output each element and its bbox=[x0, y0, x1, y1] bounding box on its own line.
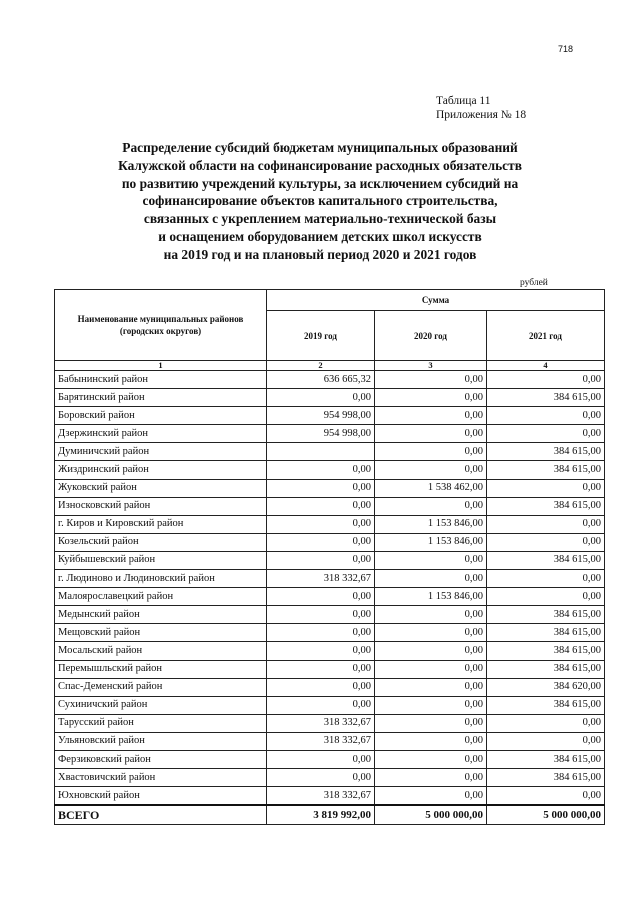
amount-2020-cell: 0,00 bbox=[375, 714, 487, 732]
amount-2020-cell: 0,00 bbox=[375, 750, 487, 768]
amount-2019-cell: 0,00 bbox=[267, 533, 375, 551]
table-row bbox=[55, 497, 605, 515]
amount-2020-cell: 0,00 bbox=[375, 389, 487, 407]
district-name-cell: Жиздринский район bbox=[55, 461, 267, 479]
column-number: 3 bbox=[375, 361, 487, 371]
district-name-cell: Жуковский район bbox=[55, 479, 267, 497]
district-name-cell: Барятинский район bbox=[55, 389, 267, 407]
table-row bbox=[55, 570, 605, 588]
amount-2021-cell: 0,00 bbox=[487, 425, 605, 443]
table-row bbox=[55, 660, 605, 678]
amount-2019-cell: 0,00 bbox=[267, 678, 375, 696]
amount-2020-cell: 1 538 462,00 bbox=[375, 479, 487, 497]
amount-2021-cell: 0,00 bbox=[487, 570, 605, 588]
amount-2021-cell: 384 615,00 bbox=[487, 443, 605, 461]
table-reference bbox=[436, 94, 576, 122]
amount-2019-cell: 0,00 bbox=[267, 461, 375, 479]
amount-2019-cell: 636 665,32 bbox=[267, 371, 375, 389]
amount-2019-cell: 954 998,00 bbox=[267, 425, 375, 443]
total-row bbox=[55, 805, 605, 825]
amount-2021-cell: 0,00 bbox=[487, 407, 605, 425]
district-name-cell: Мосальский район bbox=[55, 642, 267, 660]
title-line: связанных с укреплением материально-технической базы bbox=[143, 211, 497, 227]
title-line: Калужской области на софинансирование расходных обязательств bbox=[118, 157, 522, 173]
amount-2020-cell: 0,00 bbox=[375, 443, 487, 461]
header-year-2020: 2020 год bbox=[375, 311, 487, 361]
amount-2020-cell: 0,00 bbox=[375, 606, 487, 624]
district-name-cell: Куйбышевский район bbox=[55, 551, 267, 569]
table-row bbox=[55, 479, 605, 497]
table-row bbox=[55, 533, 605, 551]
district-name-cell: Юхновский район bbox=[55, 787, 267, 806]
amount-2021-cell: 384 615,00 bbox=[487, 461, 605, 479]
total-2021: 5 000 000,00 bbox=[487, 805, 605, 825]
district-name-cell: Сухиничский район bbox=[55, 696, 267, 714]
amount-2020-cell: 0,00 bbox=[375, 551, 487, 569]
document-title bbox=[100, 139, 540, 264]
amount-2020-cell: 0,00 bbox=[375, 570, 487, 588]
column-number: 2 bbox=[267, 361, 375, 371]
district-name-cell: Медынский район bbox=[55, 606, 267, 624]
amount-2019-cell: 0,00 bbox=[267, 389, 375, 407]
amount-2019-cell: 0,00 bbox=[267, 588, 375, 606]
amount-2020-cell: 0,00 bbox=[375, 696, 487, 714]
district-name-cell: Ульяновский район bbox=[55, 732, 267, 750]
table-row bbox=[55, 371, 605, 389]
title-line: на 2019 год и на плановый период 2020 и 2021 годов bbox=[163, 246, 477, 262]
header-district-name: Наименование муниципальных районов (городских округов) bbox=[55, 290, 267, 361]
amount-2020-cell: 0,00 bbox=[375, 642, 487, 660]
amount-2020-cell: 1 153 846,00 bbox=[375, 515, 487, 533]
amount-2020-cell: 0,00 bbox=[375, 787, 487, 806]
amount-2020-cell: 0,00 bbox=[375, 425, 487, 443]
amount-2021-cell: 384 615,00 bbox=[487, 696, 605, 714]
title-line: и оснащением оборудованием детских школ искусств bbox=[158, 228, 482, 244]
amount-2021-cell: 384 620,00 bbox=[487, 678, 605, 696]
amount-2021-cell: 384 615,00 bbox=[487, 389, 605, 407]
total-2019: 3 819 992,00 bbox=[267, 805, 375, 825]
amount-2019-cell: 318 332,67 bbox=[267, 570, 375, 588]
amount-2019-cell: 318 332,67 bbox=[267, 787, 375, 806]
amount-2020-cell: 0,00 bbox=[375, 371, 487, 389]
table-row bbox=[55, 787, 605, 806]
table-row bbox=[55, 696, 605, 714]
amount-2019-cell: 0,00 bbox=[267, 750, 375, 768]
district-name-cell: г. Киров и Кировский район bbox=[55, 515, 267, 533]
subsidy-table bbox=[54, 289, 605, 825]
table-row bbox=[55, 606, 605, 624]
district-name-cell: Козельский район bbox=[55, 533, 267, 551]
amount-2019-cell: 954 998,00 bbox=[267, 407, 375, 425]
subsidy-table-container bbox=[54, 289, 604, 825]
district-name-cell: Износковский район bbox=[55, 497, 267, 515]
table-header bbox=[55, 290, 605, 371]
district-name-cell: Малоярославецкий район bbox=[55, 588, 267, 606]
amount-2020-cell: 0,00 bbox=[375, 660, 487, 678]
table-row bbox=[55, 425, 605, 443]
table-row bbox=[55, 642, 605, 660]
amount-2021-cell: 0,00 bbox=[487, 371, 605, 389]
table-row bbox=[55, 407, 605, 425]
amount-2019-cell: 0,00 bbox=[267, 497, 375, 515]
table-footer bbox=[55, 805, 605, 825]
table-row bbox=[55, 678, 605, 696]
title-line: софинансирование объектов капитального строительства, bbox=[142, 193, 498, 209]
amount-2019-cell: 0,00 bbox=[267, 769, 375, 787]
table-row bbox=[55, 461, 605, 479]
amount-2020-cell: 0,00 bbox=[375, 624, 487, 642]
amount-2021-cell: 0,00 bbox=[487, 533, 605, 551]
district-name-cell: Мещовский район bbox=[55, 624, 267, 642]
amount-2019-cell: 0,00 bbox=[267, 642, 375, 660]
units-label: рублей bbox=[520, 278, 548, 288]
amount-2019-cell bbox=[267, 443, 375, 461]
table-row bbox=[55, 443, 605, 461]
amount-2020-cell: 0,00 bbox=[375, 732, 487, 750]
header-year-2019: 2019 год bbox=[267, 311, 375, 361]
amount-2021-cell: 384 615,00 bbox=[487, 750, 605, 768]
header-sum: Сумма bbox=[267, 290, 605, 311]
amount-2019-cell: 0,00 bbox=[267, 660, 375, 678]
district-name-cell: Хвастовичский район bbox=[55, 769, 267, 787]
district-name-cell: Боровский район bbox=[55, 407, 267, 425]
title-line: Распределение субсидий бюджетам муниципальных образований bbox=[122, 140, 518, 155]
amount-2020-cell: 0,00 bbox=[375, 769, 487, 787]
header-year-2021: 2021 год bbox=[487, 311, 605, 361]
amount-2019-cell: 318 332,67 bbox=[267, 714, 375, 732]
district-name-cell: Спас-Деменский район bbox=[55, 678, 267, 696]
table-row bbox=[55, 515, 605, 533]
amount-2020-cell: 0,00 bbox=[375, 497, 487, 515]
title-line: по развитию учреждений культуры, за исключением субсидий на bbox=[121, 175, 519, 191]
total-2020: 5 000 000,00 bbox=[375, 805, 487, 825]
amount-2020-cell: 0,00 bbox=[375, 678, 487, 696]
amount-2019-cell: 0,00 bbox=[267, 624, 375, 642]
amount-2021-cell: 384 615,00 bbox=[487, 606, 605, 624]
amount-2021-cell: 0,00 bbox=[487, 588, 605, 606]
table-row bbox=[55, 769, 605, 787]
table-row bbox=[55, 714, 605, 732]
total-label: ВСЕГО bbox=[55, 805, 267, 825]
amount-2021-cell: 0,00 bbox=[487, 787, 605, 806]
table-number-label: Таблица 11 bbox=[436, 95, 491, 107]
page-number: 718 bbox=[557, 44, 573, 54]
district-name-cell: г. Людиново и Людиновский район bbox=[55, 570, 267, 588]
amount-2019-cell: 0,00 bbox=[267, 479, 375, 497]
district-name-cell: Тарусский район bbox=[55, 714, 267, 732]
amount-2020-cell: 0,00 bbox=[375, 407, 487, 425]
amount-2021-cell: 384 615,00 bbox=[487, 642, 605, 660]
amount-2021-cell: 384 615,00 bbox=[487, 551, 605, 569]
table-row bbox=[55, 389, 605, 407]
amount-2019-cell: 0,00 bbox=[267, 515, 375, 533]
amount-2020-cell: 1 153 846,00 bbox=[375, 588, 487, 606]
amount-2019-cell: 0,00 bbox=[267, 551, 375, 569]
amount-2021-cell: 384 615,00 bbox=[487, 769, 605, 787]
table-row bbox=[55, 588, 605, 606]
table-row bbox=[55, 750, 605, 768]
table-body bbox=[55, 371, 605, 806]
amount-2021-cell: 384 615,00 bbox=[487, 497, 605, 515]
column-number: 4 bbox=[487, 361, 605, 371]
amount-2021-cell: 0,00 bbox=[487, 515, 605, 533]
amount-2020-cell: 0,00 bbox=[375, 461, 487, 479]
district-name-cell: Бабынинский район bbox=[55, 371, 267, 389]
table-row bbox=[55, 551, 605, 569]
appendix-label: Приложения № 18 bbox=[436, 109, 527, 121]
amount-2021-cell: 0,00 bbox=[487, 714, 605, 732]
district-name-cell: Думиничский район bbox=[55, 443, 267, 461]
amount-2020-cell: 1 153 846,00 bbox=[375, 533, 487, 551]
table-row bbox=[55, 624, 605, 642]
table-row bbox=[55, 732, 605, 750]
column-number: 1 bbox=[55, 361, 267, 371]
district-name-cell: Дзержинский район bbox=[55, 425, 267, 443]
amount-2019-cell: 0,00 bbox=[267, 606, 375, 624]
amount-2021-cell: 384 615,00 bbox=[487, 660, 605, 678]
amount-2021-cell: 0,00 bbox=[487, 479, 605, 497]
amount-2019-cell: 318 332,67 bbox=[267, 732, 375, 750]
district-name-cell: Перемышльский район bbox=[55, 660, 267, 678]
amount-2021-cell: 384 615,00 bbox=[487, 624, 605, 642]
district-name-cell: Ферзиковский район bbox=[55, 750, 267, 768]
amount-2021-cell: 0,00 bbox=[487, 732, 605, 750]
amount-2019-cell: 0,00 bbox=[267, 696, 375, 714]
